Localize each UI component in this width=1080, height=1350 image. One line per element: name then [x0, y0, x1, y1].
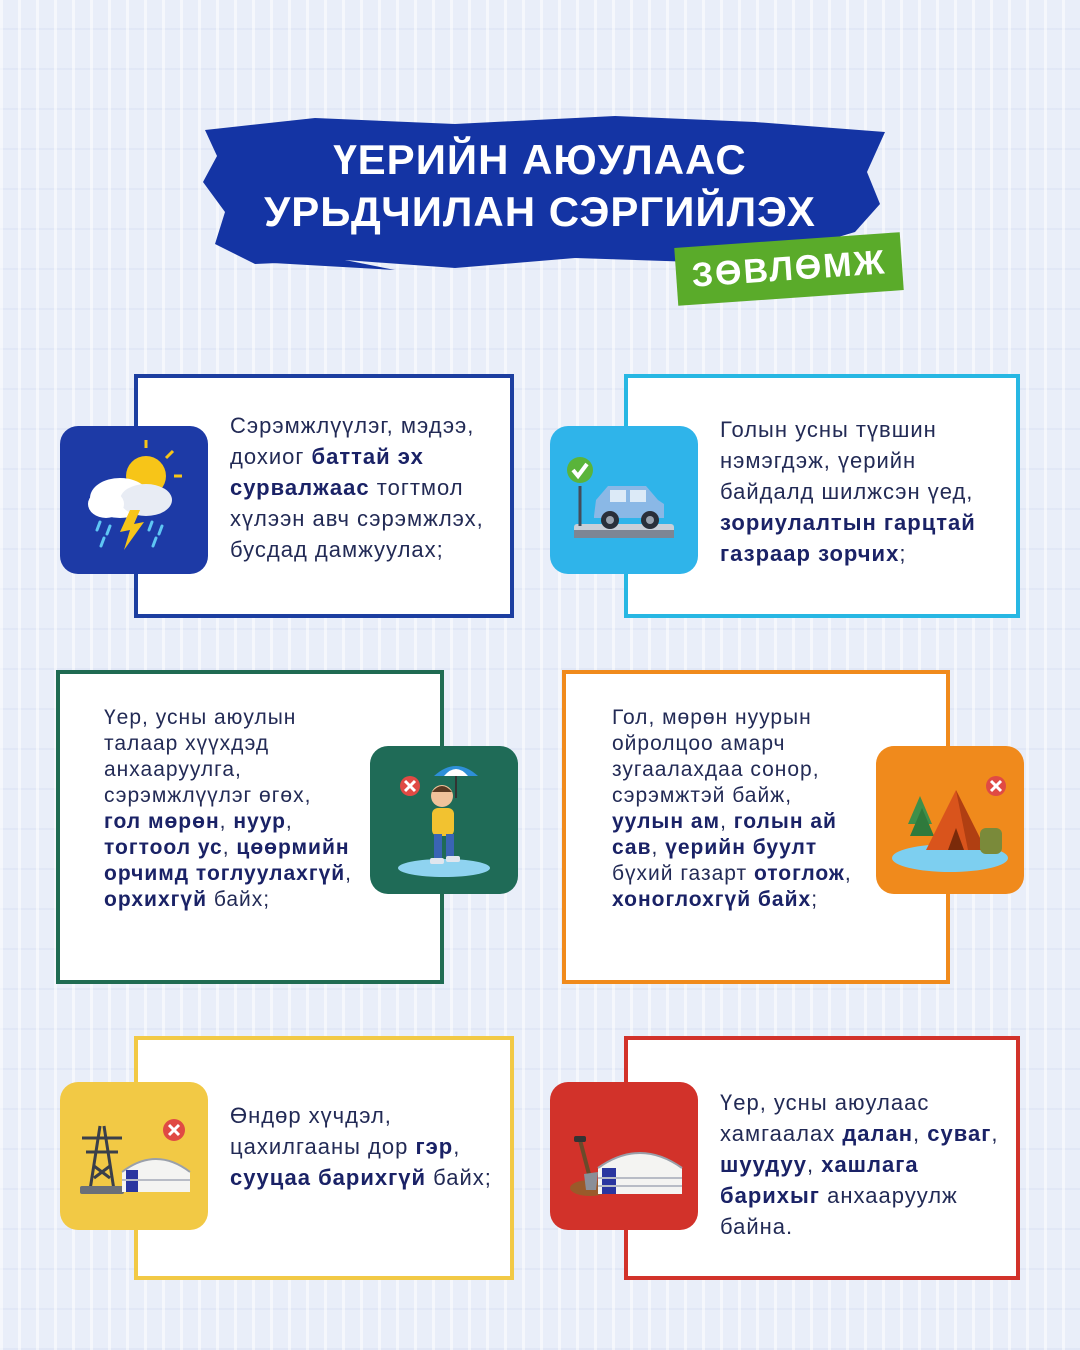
- tip-text-4: Гол, мөрөн нуурын ойролцоо амарч зугаалахдаа сонор, сэрэмжтэй байж, уулын ам, голын ай сав, үерийн буулт бүхий газарт отоглож, хоноглохгүй байх;: [612, 706, 852, 911]
- tent-water-icon: [876, 746, 1024, 894]
- powerline-ger-icon: [60, 1082, 208, 1230]
- page-title: [195, 134, 885, 238]
- tip-text-6: Үер, усны аюулаас хамгаалах далан, суваг, шуудуу, хашлага барихыг анхааруулж байна.: [720, 1090, 999, 1239]
- tip-text-5: Өндөр хүчдэл, цахилгааны дор гэр, сууцаа барихгүй байх;: [230, 1103, 492, 1190]
- storm-cloud-icon: [60, 426, 208, 574]
- subtitle-badge: ЗӨВЛӨМЖ: [674, 232, 903, 306]
- tip-text-1: Сэрэмжлүүлэг, мэдээ, дохиог баттай эх сурвалжаас тогтмол хүлээн авч сэрэмжлэх, бусдад дамжуулах;: [230, 413, 484, 562]
- ger-shovel-icon: [550, 1082, 698, 1230]
- tip-text-2: Голын усны түвшин нэмэгдэж, үерийн байдалд шилжсэн үед, зориулалтын гарцтай газраар зорчих;: [720, 417, 976, 566]
- title-line-2: УРЬДЧИЛАН СЭРГИЙЛЭХ: [264, 188, 816, 235]
- car-checkpoint-icon: [550, 426, 698, 574]
- title-line-1: ҮЕРИЙН АЮУЛААС: [333, 136, 747, 183]
- tip-text-3: Үер, усны аюулын талаар хүүхдэд анхааруулга, сэрэмжлүүлэг өгөх, гол мөрөн, нуур, тогтоол ус, цөөрмийн орчимд тоглуулахгүй, орхихгүй байх;: [104, 706, 353, 911]
- child-puddle-icon: [370, 746, 518, 894]
